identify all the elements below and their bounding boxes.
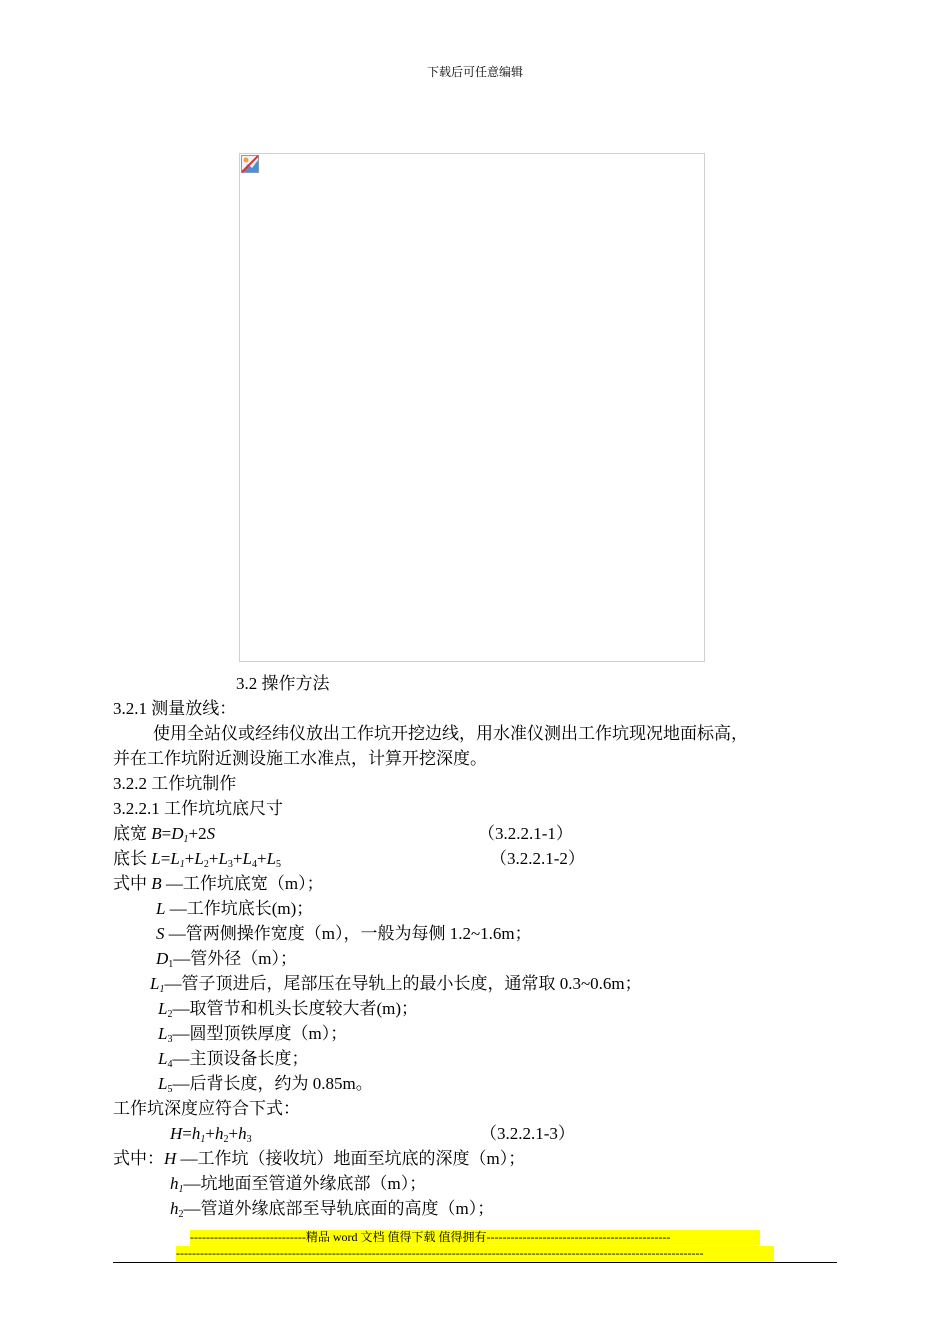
definition-text: —主顶设备长度； <box>172 1049 309 1068</box>
equation-width: 底宽 $B=D_1+2S$ <box>113 824 216 845</box>
page-header: 下载后可任意编辑 <box>426 65 523 79</box>
subsection-title-321: 3.2.1 测量放线： <box>113 699 237 718</box>
definition-H: 式中：H —工作坑（接收坑）地面至坑底的深度（m）； <box>113 1149 526 1168</box>
definition-text: —坑地面至管道外缘底部（m）； <box>183 1174 427 1193</box>
equation-number: （3.2.2.1-3） <box>480 1124 575 1143</box>
subsection-title-322: 3.2.2 工作坑制作 <box>113 774 237 793</box>
definition-text: —圆型顶铁厚度（m）； <box>172 1024 348 1043</box>
footer-rule <box>113 1262 837 1263</box>
definition-text: —管外径（m）； <box>173 949 298 968</box>
equation-number: （3.2.2.1-1） <box>478 824 573 843</box>
broken-image-placeholder <box>239 153 705 662</box>
paragraph-line-1: 使用全站仪或经纬仪放出工作坑开挖边线，用水准仪测出工作坑现况地面标高， <box>153 724 748 743</box>
footer-banner-line-1: -----------------------------精品 word 文档 值得下载 值得拥有---------------------------------------------- <box>190 1230 760 1245</box>
definition-h2: $h_2—$管道外缘底部至导轨底面的高度（m）； <box>170 1199 495 1220</box>
section-title: 3.2 操作方法 <box>236 674 330 693</box>
definition-L5: $L_5—$后背长度，约为 0.85m。 <box>158 1074 373 1095</box>
broken-image-icon <box>241 155 259 173</box>
definition-text: —工作坑底宽（m）； <box>165 874 324 893</box>
definition-text: —管子顶进后，尾部压在导轨上的最小长度，通常取 0.3~0.6m； <box>164 974 642 993</box>
definition-text: —取管节和机头长度较大者(m)； <box>172 999 419 1018</box>
equation-length: 底长 $L=L_1+L_2+L_3+L_4+L_5$ <box>113 849 282 870</box>
equation-label: 底长 <box>113 849 147 868</box>
definition-text: —工作坑（接收坑）地面至坑底的深度（m）； <box>180 1149 526 1168</box>
definition-B: 式中 B —工作坑底宽（m）； <box>113 874 324 893</box>
definition-S: S —管两侧操作宽度（m），一般为每侧 1.2~1.6m； <box>156 924 532 943</box>
where-prefix: 式中： <box>113 1149 164 1168</box>
definition-text: —工作坑底长(m)； <box>169 899 314 918</box>
equation-label: 底宽 <box>113 824 147 843</box>
definition-text: —管两侧操作宽度（m），一般为每侧 1.2~1.6m； <box>168 924 532 943</box>
definition-L: L —工作坑底长(m)； <box>156 899 314 918</box>
paragraph-line-2: 并在工作坑附近测设施工水准点，计算开挖深度。 <box>113 749 487 768</box>
definition-text: —管道外缘底部至导轨底面的高度（m）； <box>183 1199 495 1218</box>
equation-number: （3.2.2.1-2） <box>490 849 585 868</box>
definition-text: —后背长度，约为 0.85m。 <box>172 1074 373 1093</box>
footer-banner-line-2: ------------------------------------------------------------------------------------------------------------------------------------ <box>176 1246 774 1261</box>
where-prefix: 式中 <box>113 874 147 893</box>
definition-L4: $L_4—$主顶设备长度； <box>158 1049 309 1070</box>
depth-intro: 工作坑深度应符合下式： <box>113 1099 300 1118</box>
equation-depth: $H=h_1+h_2+h_3$ <box>170 1124 252 1145</box>
definition-L2: $L_2—$取管节和机头长度较大者(m)； <box>158 999 419 1020</box>
definition-L3: $L_3—$圆型顶铁厚度（m）； <box>158 1024 348 1045</box>
definition-D1: $D_1—$管外径（m）； <box>156 949 298 970</box>
subsection-title-3221: 3.2.2.1 工作坑坑底尺寸 <box>113 799 283 818</box>
definition-h1: $h_1—$坑地面至管道外缘底部（m）； <box>170 1174 427 1195</box>
definition-L1: $L_1—$管子顶进后，尾部压在导轨上的最小长度，通常取 0.3~0.6m； <box>150 974 642 995</box>
